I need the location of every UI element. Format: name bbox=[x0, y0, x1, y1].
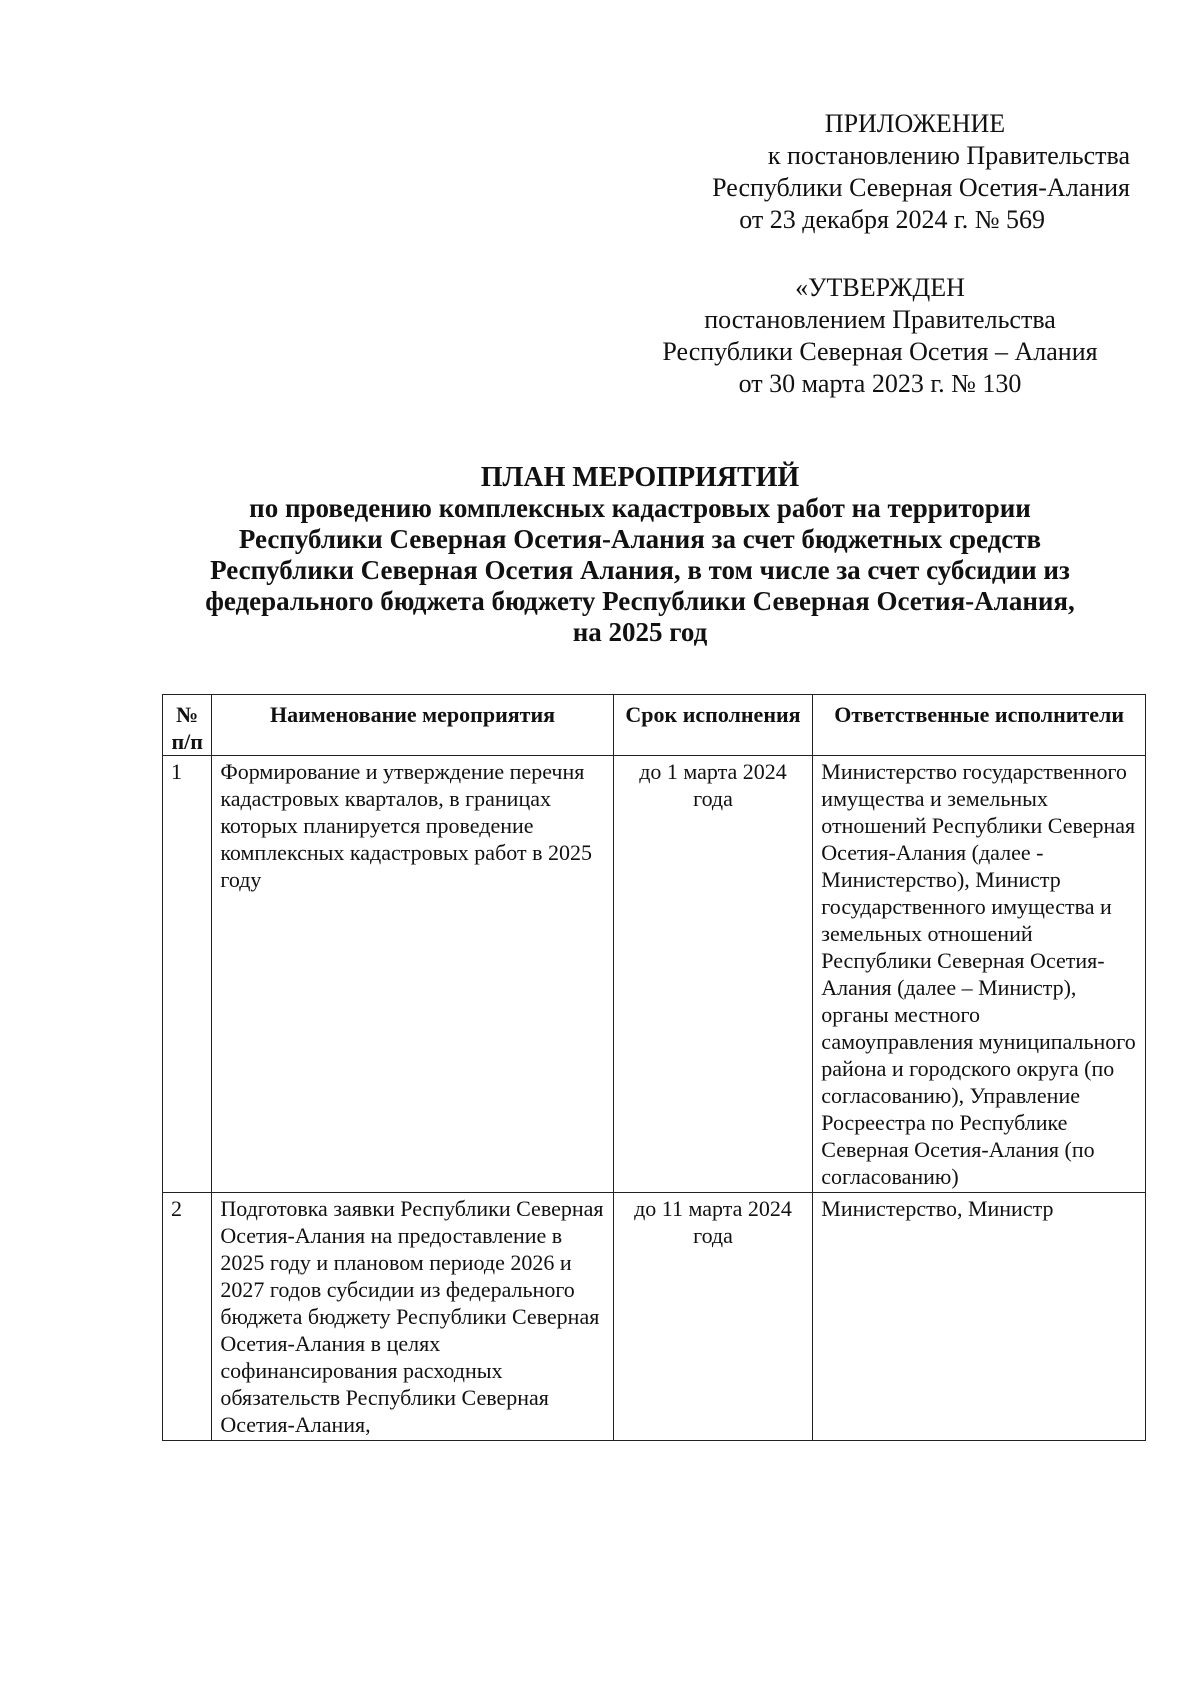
appendix-title: ПРИЛОЖЕНИЕ bbox=[824, 109, 1006, 138]
approved-line-date: от 30 марта 2023 г. № 130 bbox=[738, 369, 1022, 398]
row-name: Подготовка заявки Республики Северная Осетия-Алания на предоставление в 2025 году и плановом периоде 2026 и 2027 годов субсидии из федерального бюджета бюджету Республики Северная Осетия-Алания в целях софинансирования расходных обязательств Республики Северная Осетия-Алания, bbox=[212, 1193, 613, 1441]
appendix-block bbox=[600, 108, 1140, 236]
approved-line-decree: постановлением Правительства bbox=[704, 305, 1056, 334]
appendix-line-date: от 23 декабря 2024 г. № 569 bbox=[739, 205, 1045, 234]
row-resp: Министерство, Министр bbox=[813, 1193, 1146, 1441]
row-name: Формирование и утверждение перечня кадастровых кварталов, в границах которых планируется проведение комплексных кадастровых работ в 2025 году bbox=[212, 756, 613, 1193]
appendix-line-decree: к постановлению Правительства bbox=[767, 141, 1130, 170]
approved-block bbox=[620, 272, 1140, 400]
header-resp: Ответственные исполнители bbox=[813, 695, 1146, 756]
plan-subtitle-line: по проведению комплексных кадастровых работ на территории bbox=[249, 493, 1031, 523]
plan-subtitle-line: федерального бюджета бюджету Республики Северная Осетия-Алания, bbox=[205, 586, 1075, 616]
row-num: 1 bbox=[163, 756, 212, 1193]
row-resp: Министерство государственного имущества и земельных отношений Республики Северная Осетия-Алания (далее - Министерство), Министр государственного имущества и земельных отношений Республики Северная Осетия-Алания (далее – Министр), органы местного самоуправления муниципального района и городского округа (по согласованию), Управление Росреестра по Республике Северная Осетия-Алания (по согласованию) bbox=[813, 756, 1146, 1193]
approved-title: «УТВЕРЖДЕН bbox=[795, 273, 965, 302]
plan-subtitle-line: Республики Северная Осетия-Алания за счет бюджетных средств bbox=[238, 524, 1042, 554]
plan-table bbox=[162, 694, 1146, 1441]
table-row bbox=[163, 756, 1146, 1193]
row-term: до 1 марта 2024 года bbox=[613, 756, 813, 1193]
plan-subtitle-line: Республики Северная Осетия Алания, в том числе за счет субсидии из bbox=[210, 555, 1070, 585]
appendix-line-republic: Республики Северная Осетия-Алания bbox=[712, 173, 1130, 202]
header-num: № п/п bbox=[163, 695, 212, 756]
row-num: 2 bbox=[163, 1193, 212, 1441]
row-term: до 11 марта 2024 года bbox=[613, 1193, 813, 1441]
plan-heading: ПЛАН МЕРОПРИЯТИЙ bbox=[480, 462, 800, 493]
table-header-row bbox=[163, 695, 1146, 756]
plan-subtitle-line: на 2025 год bbox=[572, 617, 708, 647]
plan-title-block bbox=[150, 462, 1130, 648]
header-term: Срок исполнения bbox=[613, 695, 813, 756]
table-row bbox=[163, 1193, 1146, 1441]
approved-line-republic: Республики Северная Осетия – Алания bbox=[662, 337, 1098, 366]
header-name: Наименование мероприятия bbox=[212, 695, 613, 756]
